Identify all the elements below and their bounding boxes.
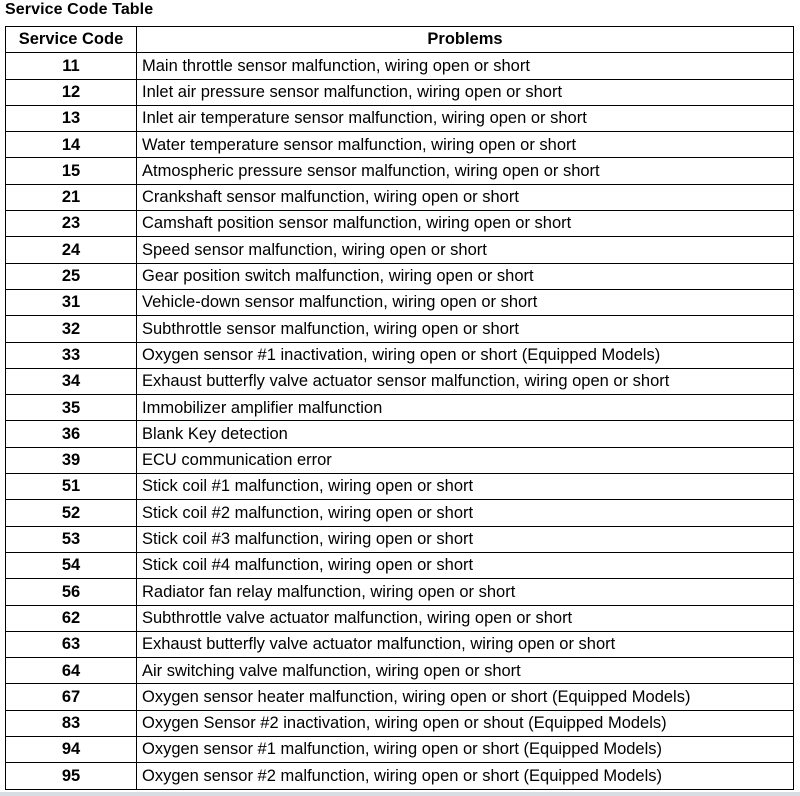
table-row [6,737,794,763]
service-code-cell: 11 [6,53,137,79]
service-code-cell: 94 [6,737,137,763]
service-code-cell: 54 [6,552,137,578]
service-code-cell: 24 [6,237,137,263]
service-code-cell: 52 [6,500,137,526]
table-row [6,289,794,315]
table-row [6,395,794,421]
table-row [6,658,794,684]
problem-cell: Air switching valve malfunction, wiring open or short [137,658,794,684]
problem-cell: Speed sensor malfunction, wiring open or short [137,237,794,263]
service-code-cell: 39 [6,447,137,473]
table-row [6,710,794,736]
table-row [6,79,794,105]
table-row [6,579,794,605]
table-row [6,474,794,500]
table-row [6,53,794,79]
problem-cell: Oxygen sensor heater malfunction, wiring open or short (Equipped Models) [137,684,794,710]
table-row [6,316,794,342]
table-row [6,342,794,368]
table-row [6,237,794,263]
problem-cell: Water temperature sensor malfunction, wiring open or short [137,132,794,158]
table-row [6,631,794,657]
table-body [6,53,794,789]
service-code-cell: 21 [6,184,137,210]
table-header-row [6,27,794,53]
table-row [6,368,794,394]
problem-cell: Oxygen sensor #1 malfunction, wiring open or short (Equipped Models) [137,737,794,763]
problem-cell: Inlet air pressure sensor malfunction, wiring open or short [137,79,794,105]
service-code-cell: 56 [6,579,137,605]
page-title: Service Code Table [5,1,154,18]
problem-cell: Gear position switch malfunction, wiring open or short [137,263,794,289]
service-code-cell: 83 [6,710,137,736]
service-code-cell: 31 [6,289,137,315]
service-code-cell: 95 [6,763,137,789]
service-code-table [5,26,794,790]
service-code-cell: 12 [6,79,137,105]
problem-cell: Blank Key detection [137,421,794,447]
table-row [6,605,794,631]
table-row [6,500,794,526]
service-code-cell: 34 [6,368,137,394]
service-code-cell: 67 [6,684,137,710]
service-code-cell: 51 [6,474,137,500]
problem-cell: Stick coil #3 malfunction, wiring open or short [137,526,794,552]
problem-cell: Subthrottle valve actuator malfunction, wiring open or short [137,605,794,631]
problem-cell: Camshaft position sensor malfunction, wiring open or short [137,211,794,237]
table-row [6,105,794,131]
problem-cell: Stick coil #2 malfunction, wiring open or short [137,500,794,526]
problem-cell: Main throttle sensor malfunction, wiring open or short [137,53,794,79]
service-code-cell: 36 [6,421,137,447]
problem-cell: ECU communication error [137,447,794,473]
problem-cell: Atmospheric pressure sensor malfunction, wiring open or short [137,158,794,184]
problem-cell: Stick coil #1 malfunction, wiring open or short [137,474,794,500]
service-code-cell: 63 [6,631,137,657]
service-code-cell: 53 [6,526,137,552]
problem-cell: Subthrottle sensor malfunction, wiring open or short [137,316,794,342]
problem-cell: Immobilizer amplifier malfunction [137,395,794,421]
service-code-cell: 14 [6,132,137,158]
problem-cell: Oxygen sensor #2 malfunction, wiring open or short (Equipped Models) [137,763,794,789]
problem-cell: Inlet air temperature sensor malfunction, wiring open or short [137,105,794,131]
table-row [6,421,794,447]
table-row [6,184,794,210]
table-row [6,526,794,552]
table-row [6,552,794,578]
table-row [6,211,794,237]
service-code-cell: 62 [6,605,137,631]
problem-cell: Oxygen sensor #1 inactivation, wiring open or short (Equipped Models) [137,342,794,368]
service-code-cell: 35 [6,395,137,421]
service-code-cell: 23 [6,211,137,237]
problem-cell: Exhaust butterfly valve actuator malfunction, wiring open or short [137,631,794,657]
problem-cell: Stick coil #4 malfunction, wiring open or short [137,552,794,578]
service-code-cell: 15 [6,158,137,184]
header-problems: Problems [137,27,794,53]
table-row [6,158,794,184]
table-row [6,447,794,473]
header-service-code: Service Code [6,27,137,53]
problem-cell: Crankshaft sensor malfunction, wiring open or short [137,184,794,210]
problem-cell: Vehicle-down sensor malfunction, wiring open or short [137,289,794,315]
table-row [6,684,794,710]
bottom-edge-strip [0,792,800,796]
problem-cell: Oxygen Sensor #2 inactivation, wiring open or shout (Equipped Models) [137,710,794,736]
table-row [6,132,794,158]
service-code-cell: 25 [6,263,137,289]
problem-cell: Radiator fan relay malfunction, wiring open or short [137,579,794,605]
service-code-cell: 13 [6,105,137,131]
table-row [6,763,794,789]
service-code-cell: 33 [6,342,137,368]
problem-cell: Exhaust butterfly valve actuator sensor malfunction, wiring open or short [137,368,794,394]
table-row [6,263,794,289]
service-code-cell: 64 [6,658,137,684]
service-code-cell: 32 [6,316,137,342]
